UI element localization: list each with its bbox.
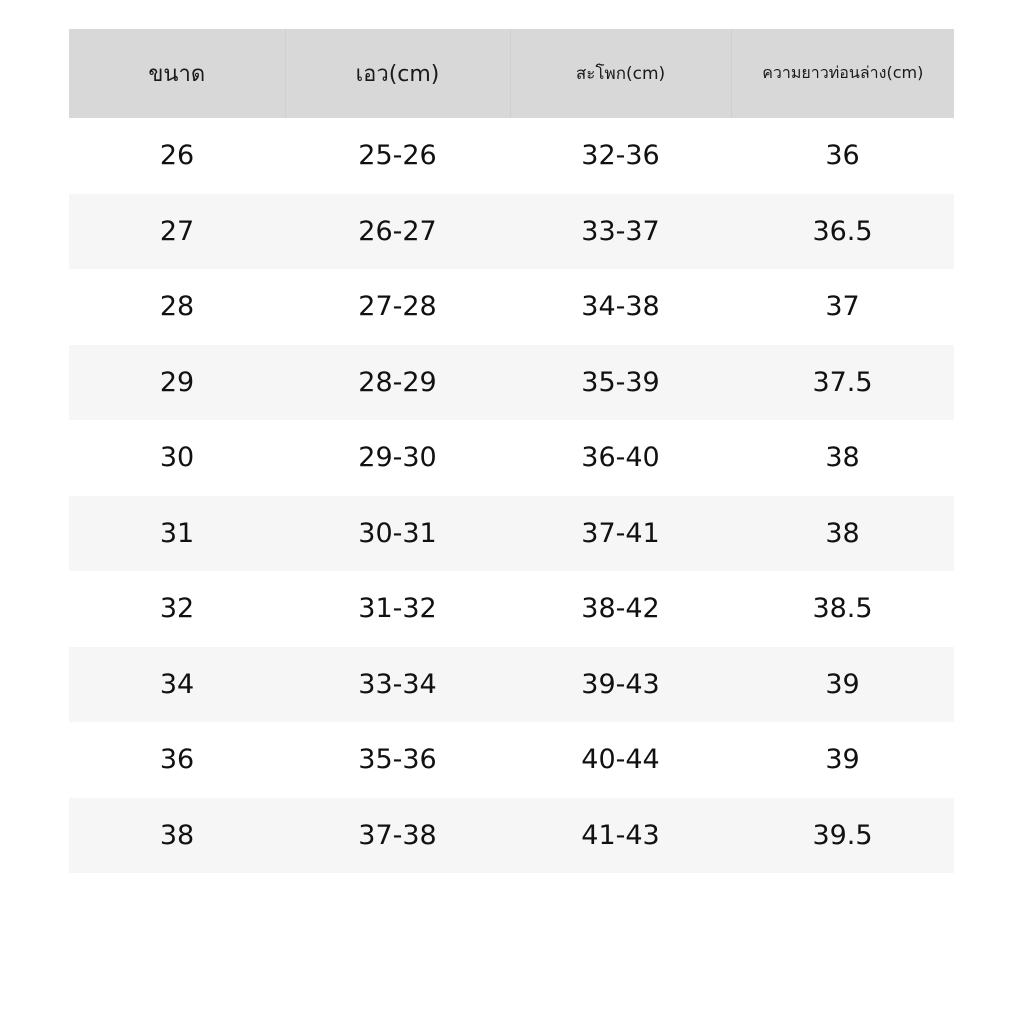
cell-waist: 37-38	[358, 819, 437, 851]
cell-hip: 37-41	[581, 517, 660, 549]
size-chart-table	[69, 29, 954, 873]
table-row	[69, 571, 954, 647]
table-row	[69, 722, 954, 798]
cell-waist: 26-27	[358, 215, 437, 247]
cell-size: 29	[159, 366, 195, 398]
table-row	[69, 194, 954, 270]
cell-length: 37	[825, 291, 860, 323]
cell-length: 39	[825, 744, 860, 776]
header-row	[69, 29, 954, 118]
header-inseam-length: ความยาวท่อนล่าง(cm)	[731, 29, 954, 118]
cell-length: 39.5	[812, 819, 873, 851]
cell-size: 28	[159, 291, 195, 323]
cell-size: 27	[159, 215, 195, 247]
cell-waist: 31-32	[358, 593, 437, 625]
cell-size: 26	[159, 140, 195, 172]
cell-length: 38	[825, 517, 860, 549]
table-row	[69, 345, 954, 421]
cell-waist: 29-30	[358, 442, 437, 474]
cell-size: 31	[159, 517, 195, 549]
cell-length: 38.5	[812, 593, 873, 625]
cell-length: 38	[825, 442, 860, 474]
cell-waist: 30-31	[358, 517, 437, 549]
header-hip: สะโพก(cm)	[510, 29, 731, 118]
cell-hip: 33-37	[581, 215, 660, 247]
cell-hip: 41-43	[581, 819, 660, 851]
table-row	[69, 798, 954, 874]
table-row	[69, 269, 954, 345]
table-row	[69, 118, 954, 194]
cell-waist: 33-34	[358, 668, 437, 700]
cell-hip: 34-38	[581, 291, 660, 323]
cell-size: 30	[159, 442, 195, 474]
table-body	[69, 118, 954, 873]
cell-waist: 27-28	[358, 291, 437, 323]
cell-hip: 38-42	[581, 593, 660, 625]
cell-waist: 28-29	[358, 366, 437, 398]
cell-waist: 25-26	[358, 140, 437, 172]
cell-hip: 40-44	[581, 744, 660, 776]
cell-waist: 35-36	[358, 744, 437, 776]
cell-length: 36.5	[812, 215, 873, 247]
cell-size: 34	[159, 668, 195, 700]
table-row	[69, 420, 954, 496]
cell-length: 39	[825, 668, 860, 700]
cell-hip: 36-40	[581, 442, 660, 474]
cell-hip: 35-39	[581, 366, 660, 398]
cell-size: 38	[159, 819, 195, 851]
header-waist: เอว(cm)	[285, 29, 510, 118]
table-row	[69, 647, 954, 723]
cell-length: 36	[825, 140, 860, 172]
cell-size: 36	[159, 744, 195, 776]
cell-length: 37.5	[812, 366, 873, 398]
table-header	[69, 29, 954, 118]
cell-hip: 32-36	[581, 140, 660, 172]
table-row	[69, 496, 954, 572]
header-size: ขนาด	[148, 62, 206, 87]
cell-size: 32	[159, 593, 195, 625]
cell-hip: 39-43	[581, 668, 660, 700]
